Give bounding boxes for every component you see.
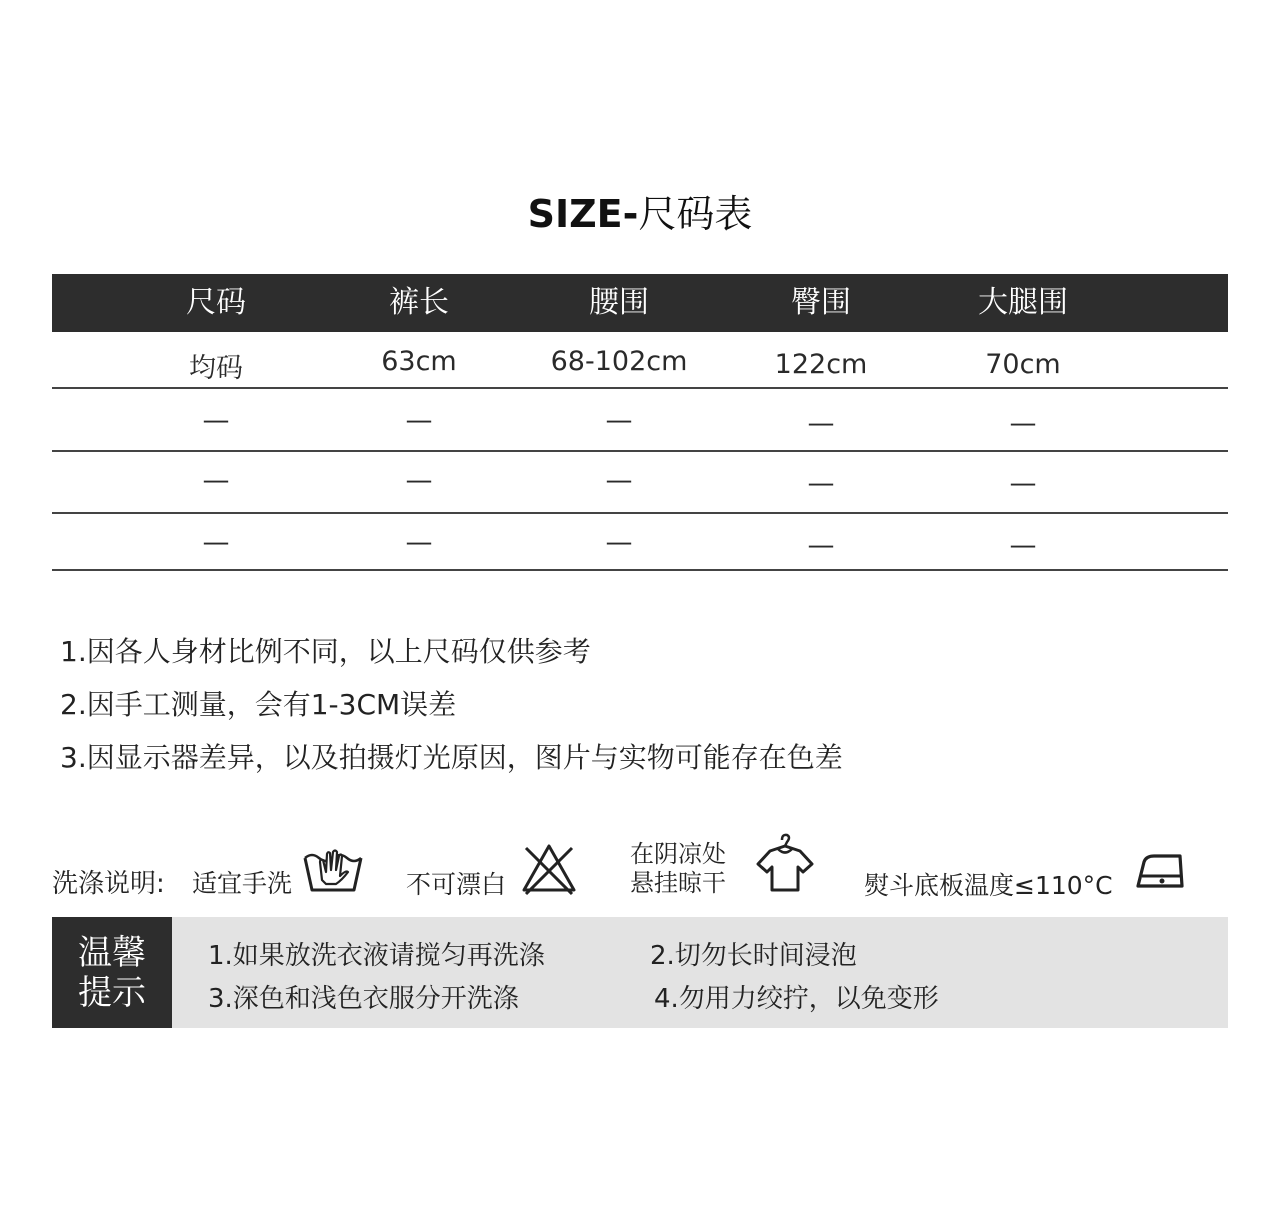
care-label: 洗涤说明: [52, 869, 165, 899]
care-iron-text: 熨斗底板温度≤110°C [864, 871, 1113, 900]
cell-waist: 68-102cm [550, 346, 688, 377]
cell-size: — [202, 405, 230, 436]
cell-size: — [202, 465, 230, 496]
tips-label [52, 917, 172, 1028]
size-table-header [52, 274, 1228, 332]
care-no-bleach-text: 不可漂白 [406, 870, 507, 899]
care-hand-wash-text: 适宜手洗 [192, 869, 293, 898]
care-dry-line1: 在阴凉处 [630, 840, 726, 868]
cell-thigh: — [1009, 530, 1037, 561]
cell-size: 均码 [189, 353, 243, 384]
note-item: 2.因手工测量，会有1-3CM误差 [60, 688, 457, 721]
cell-length: 63cm [381, 346, 457, 377]
care-instructions [52, 830, 1228, 910]
cell-waist: — [605, 527, 633, 558]
warm-tips [52, 917, 1228, 1028]
tip-item: 1.如果放洗衣液请搅匀再洗涤 [208, 941, 545, 971]
cell-waist: — [605, 405, 633, 436]
header-hip: 臀围 [791, 285, 851, 320]
hang-dry-icon [754, 832, 816, 894]
cell-waist: — [605, 465, 633, 496]
header-thigh: 大腿围 [978, 285, 1068, 320]
header-waist: 腰围 [589, 285, 649, 320]
cell-hip: 122cm [774, 349, 868, 380]
cell-thigh: — [1009, 468, 1037, 499]
hand-wash-icon [302, 840, 364, 896]
cell-thigh: — [1009, 408, 1037, 439]
tips-label-line2: 提示 [78, 972, 146, 1013]
cell-hip: — [807, 530, 835, 561]
header-size: 尺码 [186, 285, 246, 320]
cell-thigh: 70cm [985, 349, 1061, 380]
cell-length: — [405, 465, 433, 496]
page-title [0, 190, 1280, 238]
title-cn: 尺码表 [638, 192, 753, 236]
tip-item: 3.深色和浅色衣服分开洗涤 [208, 984, 519, 1014]
table-row [52, 389, 1228, 451]
cell-length: — [405, 405, 433, 436]
cell-hip: — [807, 408, 835, 439]
table-row [52, 451, 1228, 513]
note-item: 3.因显示器差异，以及拍摄灯光原因，图片与实物可能存在色差 [60, 741, 843, 774]
tips-label-line1: 温馨 [78, 932, 146, 973]
iron-icon [1134, 850, 1188, 892]
row-divider [52, 569, 1228, 571]
header-length: 裤长 [389, 285, 449, 320]
cell-hip: — [807, 468, 835, 499]
tip-item: 4.勿用力绞拧，以免变形 [654, 984, 939, 1014]
note-item: 1.因各人身材比例不同，以上尺码仅供参考 [60, 635, 591, 668]
cell-length: — [405, 527, 433, 558]
size-notes [60, 625, 843, 784]
title-en: SIZE- [527, 192, 639, 236]
tip-item: 2.切勿长时间浸泡 [650, 941, 857, 971]
cell-size: — [202, 527, 230, 558]
table-row [52, 332, 1228, 389]
no-bleach-icon [520, 840, 578, 896]
table-row [52, 513, 1228, 571]
care-dry-line2: 悬挂晾干 [630, 869, 726, 897]
